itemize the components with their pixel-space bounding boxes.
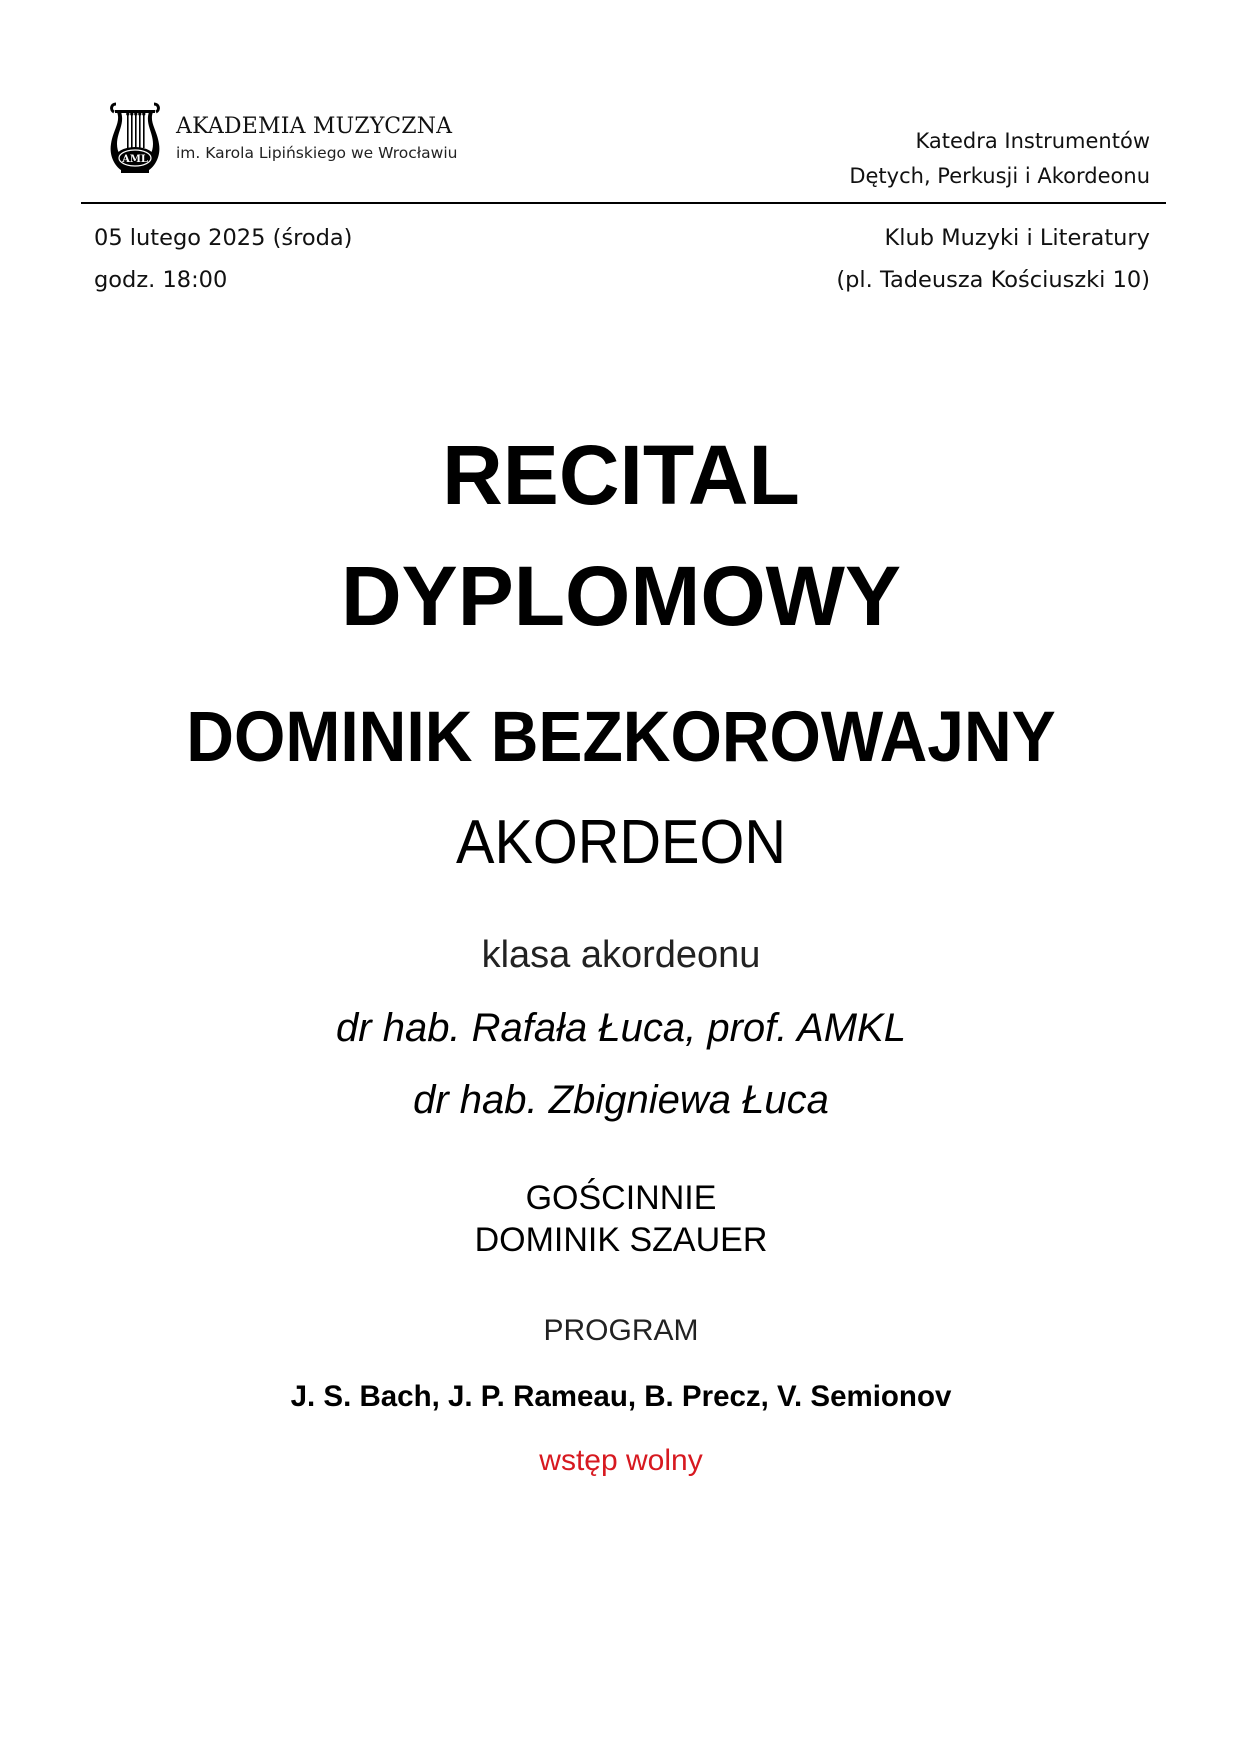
header-divider	[81, 202, 1166, 204]
department-line-1: Katedra Instrumentów	[915, 129, 1150, 153]
guest-name: DOMINIK SZAUER	[474, 1221, 768, 1259]
program-label: PROGRAM	[543, 1314, 699, 1347]
academy-subtitle: im. Karola Lipińskiego we Wrocławiu	[176, 144, 458, 162]
department	[849, 124, 1150, 194]
event-time: godz. 18:00	[94, 267, 228, 293]
title-line-1: RECITAL	[442, 428, 800, 522]
program-composers: J. S. Bach, J. P. Rameau, B. Precz, V. Semionov	[290, 1380, 952, 1413]
instrument: AKORDEON	[455, 808, 787, 877]
admission-note: wstęp wolny	[539, 1444, 703, 1477]
event-venue: Klub Muzyki i Literatury	[884, 225, 1150, 251]
guest-label: GOŚCINNIE	[525, 1179, 717, 1217]
event-where	[836, 217, 1150, 301]
class-label: klasa akordeonu	[481, 934, 761, 976]
teacher-1: dr hab. Rafała Łuca, prof. AMKL	[336, 1006, 906, 1050]
lyre-icon	[107, 100, 163, 176]
department-line-2: Dętych, Perkusji i Akordeonu	[849, 164, 1150, 188]
event-when	[94, 217, 352, 301]
performer-name: DOMINIK BEZKOROWAJNY	[186, 698, 1056, 777]
teacher-2: dr hab. Zbigniewa Łuca	[413, 1078, 829, 1122]
title-line-2: DYPLOMOWY	[341, 549, 901, 643]
event-address: (pl. Tadeusza Kościuszki 10)	[836, 267, 1150, 293]
academy-name: AKADEMIA MUZYCZNA	[176, 114, 453, 139]
event-date: 05 lutego 2025 (środa)	[94, 225, 353, 251]
svg-text:AML: AML	[122, 154, 148, 165]
